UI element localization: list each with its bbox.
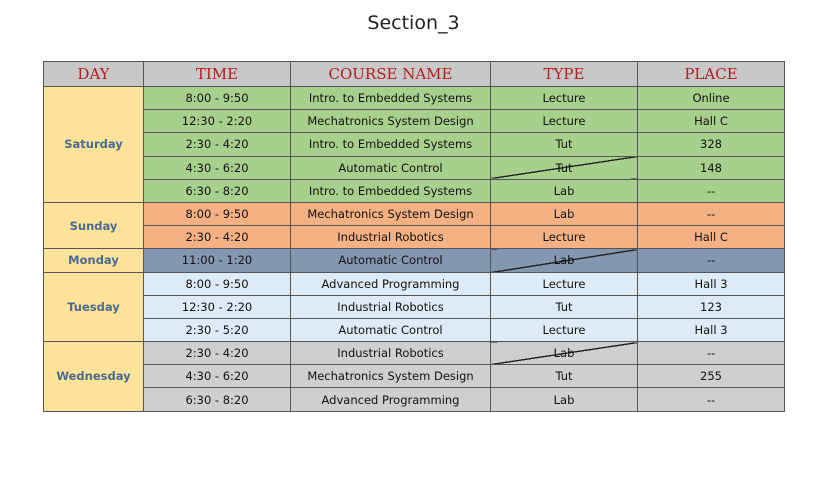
course-cell: Mechatronics System Design — [291, 365, 491, 388]
course-cell: Advanced Programming — [291, 272, 491, 295]
type-cell: Tut — [491, 133, 638, 156]
place-cell: -- — [638, 179, 785, 202]
table-row — [44, 179, 785, 202]
day-sunday: Sunday — [44, 202, 144, 248]
time-cell: 2:30 - 4:20 — [144, 133, 291, 156]
table-row — [44, 272, 785, 295]
type-cell-crossed: Tut — [491, 156, 638, 179]
course-cell: Automatic Control — [291, 156, 491, 179]
course-cell: Automatic Control — [291, 318, 491, 341]
table-row — [44, 156, 785, 179]
place-cell: 328 — [638, 133, 785, 156]
type-cell: Lab — [491, 202, 638, 225]
table-row — [44, 226, 785, 249]
course-cell: Intro. to Embedded Systems — [291, 133, 491, 156]
place-cell: -- — [638, 388, 785, 411]
time-cell: 12:30 - 2:20 — [144, 295, 291, 318]
time-cell: 8:00 - 9:50 — [144, 272, 291, 295]
place-cell: Online — [638, 87, 785, 110]
header-time: TIME — [144, 62, 291, 87]
course-cell: Industrial Robotics — [291, 226, 491, 249]
place-cell: Hall 3 — [638, 318, 785, 341]
type-cell: Lecture — [491, 272, 638, 295]
type-cell: Lecture — [491, 318, 638, 341]
type-cell-crossed: Lab — [491, 249, 638, 272]
day-monday: Monday — [44, 249, 144, 272]
page-title: Section_3 — [367, 12, 460, 34]
type-cell: Lecture — [491, 110, 638, 133]
course-cell: Advanced Programming — [291, 388, 491, 411]
type-cell-crossed: Lab — [491, 342, 638, 365]
course-cell: Industrial Robotics — [291, 295, 491, 318]
header-row — [44, 62, 785, 87]
table-row — [44, 342, 785, 365]
place-cell: 255 — [638, 365, 785, 388]
course-cell: Mechatronics System Design — [291, 202, 491, 225]
place-cell: 148 — [638, 156, 785, 179]
place-cell: -- — [638, 202, 785, 225]
table-row — [44, 133, 785, 156]
place-cell: Hall C — [638, 110, 785, 133]
type-cell: Lecture — [491, 226, 638, 249]
type-cell: Lecture — [491, 87, 638, 110]
course-cell: Industrial Robotics — [291, 342, 491, 365]
time-cell: 4:30 - 6:20 — [144, 156, 291, 179]
header-course-name: COURSE NAME — [291, 62, 491, 87]
type-cell: Tut — [491, 365, 638, 388]
time-cell: 8:00 - 9:50 — [144, 87, 291, 110]
time-cell: 11:00 - 1:20 — [144, 249, 291, 272]
header-place: PLACE — [638, 62, 785, 87]
time-cell: 8:00 - 9:50 — [144, 202, 291, 225]
time-cell: 4:30 - 6:20 — [144, 365, 291, 388]
time-cell: 6:30 - 8:20 — [144, 179, 291, 202]
place-cell: Hall C — [638, 226, 785, 249]
table-row — [44, 318, 785, 341]
time-cell: 12:30 - 2:20 — [144, 110, 291, 133]
type-cell: Lab — [491, 179, 638, 202]
time-cell: 2:30 - 4:20 — [144, 342, 291, 365]
header-day: DAY — [44, 62, 144, 87]
day-wednesday: Wednesday — [44, 342, 144, 412]
table-row — [44, 110, 785, 133]
course-cell: Intro. to Embedded Systems — [291, 87, 491, 110]
table-row — [44, 87, 785, 110]
table-row — [44, 365, 785, 388]
header-type: TYPE — [491, 62, 638, 87]
place-cell: -- — [638, 342, 785, 365]
table-row — [44, 249, 785, 272]
time-cell: 2:30 - 5:20 — [144, 318, 291, 341]
table-row — [44, 202, 785, 225]
place-cell: Hall 3 — [638, 272, 785, 295]
type-cell: Lab — [491, 388, 638, 411]
course-cell: Mechatronics System Design — [291, 110, 491, 133]
schedule-table — [43, 61, 785, 412]
type-cell: Tut — [491, 295, 638, 318]
time-cell: 2:30 - 4:20 — [144, 226, 291, 249]
course-cell: Intro. to Embedded Systems — [291, 179, 491, 202]
place-cell: 123 — [638, 295, 785, 318]
place-cell: -- — [638, 249, 785, 272]
table-row — [44, 388, 785, 411]
day-saturday: Saturday — [44, 87, 144, 203]
table-row — [44, 295, 785, 318]
time-cell: 6:30 - 8:20 — [144, 388, 291, 411]
day-tuesday: Tuesday — [44, 272, 144, 342]
course-cell: Automatic Control — [291, 249, 491, 272]
